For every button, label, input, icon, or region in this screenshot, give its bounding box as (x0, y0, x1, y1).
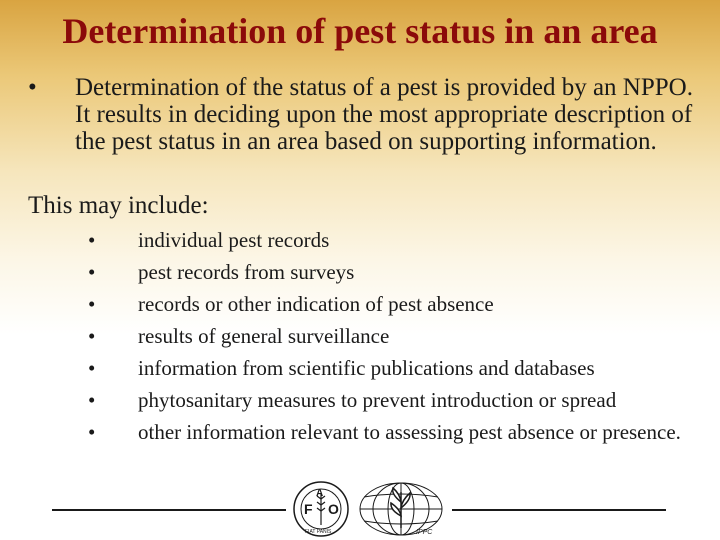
footer-divider-right (452, 509, 666, 511)
slide-title: Determination of pest status in an area (62, 11, 658, 51)
ippc-logo (356, 480, 446, 538)
list-bullet: • (88, 324, 96, 348)
list-item-text: individual pest records (138, 228, 330, 252)
list-item (88, 356, 708, 380)
fao-logo (292, 480, 350, 538)
main-paragraph: Determination of the status of a pest is provided by an NPPO. It results in deciding upon the most appropriate description of the pest status in an area based on supporting information. (75, 74, 693, 155)
list-bullet: • (88, 260, 96, 284)
include-intro: This may include: (28, 192, 209, 219)
list-item (88, 292, 708, 316)
list-item-text: information from scientific publications and databases (138, 356, 595, 380)
list-item-text: other information relevant to assessing pest absence or presence. (138, 420, 681, 444)
list-item-text: phytosanitary measures to prevent introduction or spread (138, 388, 617, 412)
list-bullet: • (88, 420, 96, 444)
list-item (88, 388, 708, 412)
include-list (88, 228, 708, 452)
list-item (88, 228, 708, 252)
fao-letter-f: F (304, 501, 313, 517)
list-item-text: pest records from surveys (138, 260, 355, 284)
fao-letter-a: A (316, 488, 324, 499)
list-bullet: • (88, 388, 96, 412)
list-item (88, 260, 708, 284)
fao-letter-o: O (328, 501, 339, 517)
fao-motto: FIAT PANIS (305, 529, 332, 535)
ippc-label: IPPC (416, 529, 433, 536)
footer-divider-left (52, 509, 286, 511)
list-bullet: • (88, 228, 96, 252)
main-bullet: • (28, 74, 37, 101)
list-item-text: results of general surveillance (138, 324, 390, 348)
list-bullet: • (88, 292, 96, 316)
list-bullet: • (88, 356, 96, 380)
list-item (88, 324, 708, 348)
list-item (88, 420, 708, 444)
list-item-text: records or other indication of pest absence (138, 292, 494, 316)
